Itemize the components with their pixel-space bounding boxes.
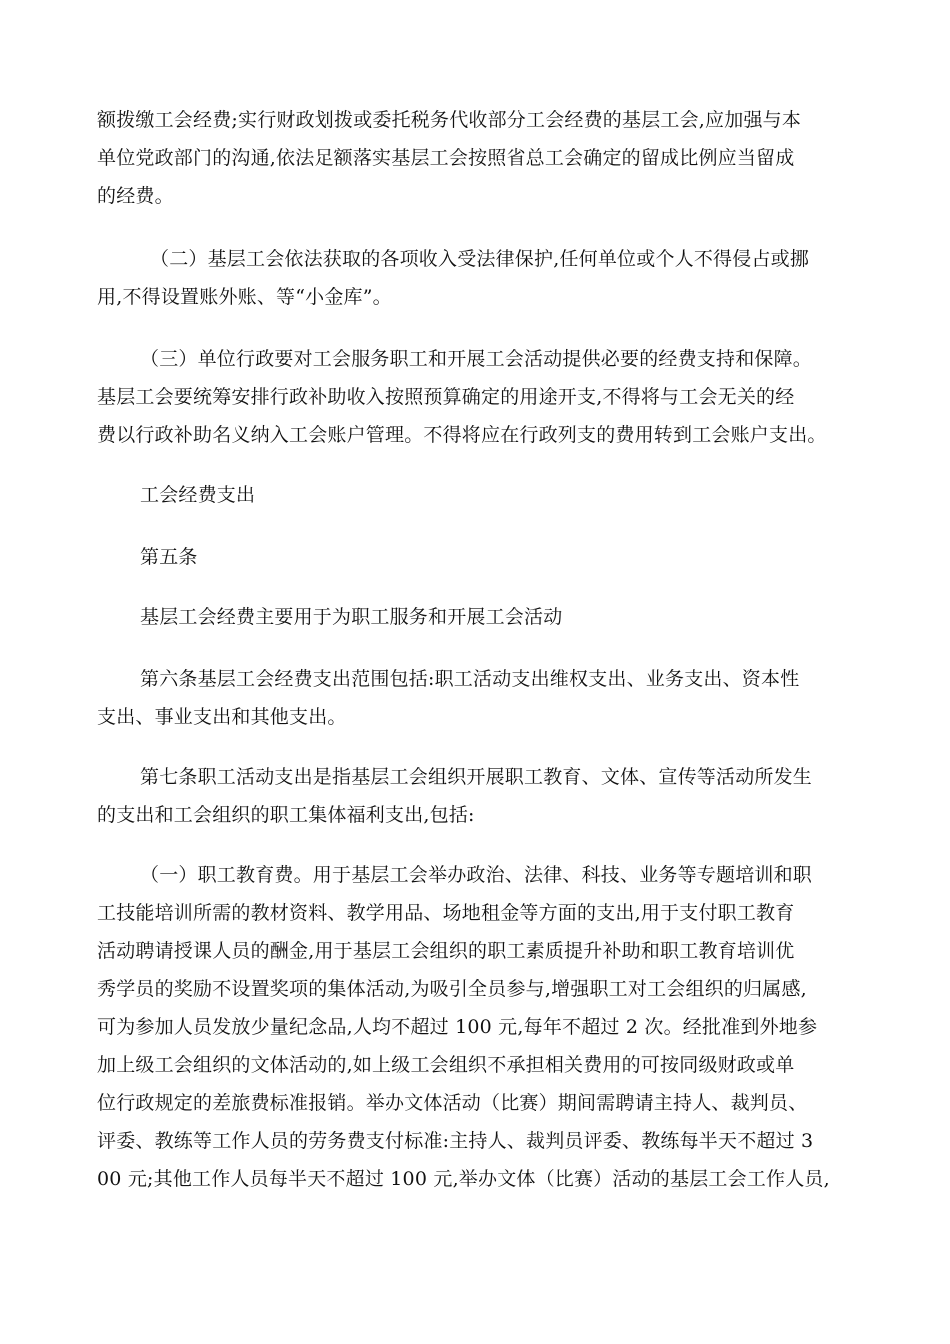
text-line: 额拨缴工会经费;实行财政划拨或委托税务代收部分工会经费的基层工会,应加强与本 <box>97 109 802 131</box>
text-line: （二）基层工会依法获取的各项收入受法律保护,任何单位或个人不得侵占或挪 <box>150 248 810 270</box>
text-line: 的经费。 <box>97 185 174 207</box>
text-line: 00 元;其他工作人员每半天不超过 100 元,举办文体（比赛）活动的基层工会工作人员, <box>97 1168 830 1190</box>
text-line: 活动聘请授课人员的酬金,用于基层工会组织的职工素质提升补助和职工教育培训优 <box>97 940 795 962</box>
paragraph-union-fee-remittance <box>97 101 857 215</box>
text-line: （一）职工教育费。用于基层工会举办政治、法律、科技、业务等专题培训和职 <box>140 864 813 886</box>
text-line: 用,不得设置账外账、等“小金库”。 <box>97 286 392 308</box>
text-line: 工会经费支出 <box>140 484 256 506</box>
text-line: 费以行政补助名义纳入工会账户管理。不得将应在行政列支的费用转到工会账户支出。 <box>97 424 827 446</box>
text-line: 评委、教练等工作人员的劳务费支付标准:主持人、裁判员评委、教练每半天不超过 3 <box>97 1130 814 1152</box>
text-line: 位行政规定的差旅费标准报销。举办文体活动（比赛）期间需聘请主持人、裁判员、 <box>97 1092 808 1114</box>
text-line: 加上级工会组织的文体活动的,如上级工会组织不承担相关费用的可按同级财政或单 <box>97 1054 795 1076</box>
text-line: 第五条 <box>140 546 198 568</box>
article-5-body <box>97 598 857 636</box>
section-heading-expenditure <box>97 476 857 514</box>
text-line: 可为参加人员发放少量纪念品,人均不超过 100 元,每年不超过 2 次。经批准到外地参 <box>97 1016 818 1038</box>
text-line: 基层工会要统筹安排行政补助收入按照预算确定的用途开支,不得将与工会无关的经 <box>97 386 795 408</box>
paragraph-item-3-admin-support <box>97 340 857 454</box>
text-line: （三）单位行政要对工会服务职工和开展工会活动提供必要的经费支持和保障。 <box>140 348 813 370</box>
article-5-heading <box>97 538 857 576</box>
text-line: 支出、事业支出和其他支出。 <box>97 706 347 728</box>
paragraph-item-1-education-fee <box>97 856 857 1198</box>
paragraph-item-2-legal-protection <box>97 240 857 316</box>
text-line: 单位党政部门的沟通,依法足额落实基层工会按照省总工会确定的留成比例应当留成 <box>97 147 795 169</box>
article-6 <box>97 660 857 736</box>
text-line: 第七条职工活动支出是指基层工会组织开展职工教育、文体、宣传等活动所发生 <box>140 766 813 788</box>
text-line: 的支出和工会组织的职工集体福利支出,包括: <box>97 804 475 826</box>
text-line: 第六条基层工会经费支出范围包括:职工活动支出维权支出、业务支出、资本性 <box>140 668 800 690</box>
text-line: 工技能培训所需的教材资料、教学用品、场地租金等方面的支出,用于支付职工教育 <box>97 902 795 924</box>
article-7 <box>97 758 857 834</box>
text-line: 秀学员的奖励不设置奖项的集体活动,为吸引全员参与,增强职工对工会组织的归属感, <box>97 978 807 1000</box>
text-line: 基层工会经费主要用于为职工服务和开展工会活动 <box>140 606 563 628</box>
